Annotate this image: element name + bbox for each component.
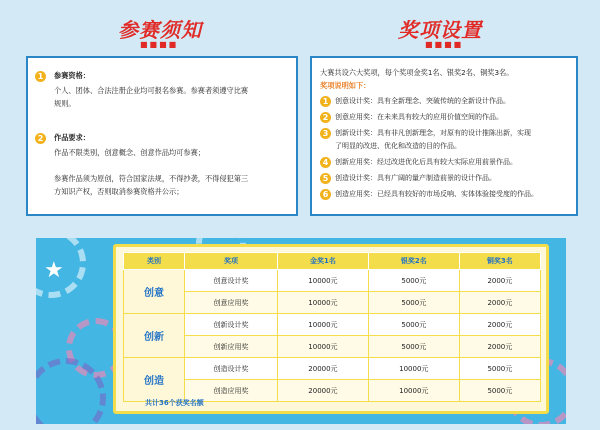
left-title: 参赛须知 [118, 18, 202, 42]
awards-panel [310, 56, 578, 216]
award-cell: 创意应用奖 [185, 292, 278, 314]
award-cell: 创造设计奖 [185, 358, 278, 380]
award-cell: 创意设计奖 [185, 270, 278, 292]
award-item [320, 172, 496, 184]
left-title-dots: ■■■■ [140, 40, 179, 49]
star-icon: ★ [44, 258, 64, 283]
bronze-cell: 2000元 [459, 314, 540, 336]
award-item-text: 创意设计奖：具有全新理念、突破传统的全新设计作品。 [335, 97, 510, 105]
category-cell: 创意 [124, 270, 185, 314]
number-badge: 2 [320, 112, 331, 123]
silver-cell: 5000元 [368, 314, 459, 336]
silver-cell: 10000元 [368, 380, 459, 402]
number-badge: 4 [320, 157, 331, 168]
number-badge: 6 [320, 189, 331, 200]
silver-cell: 5000元 [368, 270, 459, 292]
entry-rules-panel [26, 56, 298, 216]
award-item [320, 156, 517, 168]
gold-cell: 10000元 [278, 314, 369, 336]
eligibility-line-1: 个人、团体、合法注册企业均可报名参赛。参赛者须遵守比赛 [54, 86, 249, 95]
number-badge: 1 [35, 71, 46, 82]
gold-cell: 10000元 [278, 292, 369, 314]
award-item [320, 111, 503, 123]
header-bronze: 铜奖3名 [459, 253, 540, 270]
prize-table [123, 252, 541, 402]
award-cell: 创新设计奖 [185, 314, 278, 336]
award-item-text: 创新应用奖：经过改进优化后具有较大实际应用前景作品。 [335, 158, 517, 166]
gold-cell: 20000元 [278, 380, 369, 402]
table-row [124, 314, 541, 336]
bronze-cell: 5000元 [459, 358, 540, 380]
header-award: 奖项 [185, 253, 278, 270]
header-gold: 金奖1名 [278, 253, 369, 270]
requirements-heading: 作品要求： [54, 133, 90, 142]
number-badge: 2 [35, 133, 46, 144]
silver-cell: 10000元 [368, 358, 459, 380]
award-cell: 创新应用奖 [185, 336, 278, 358]
table-row [124, 336, 541, 358]
eligibility-heading: 参赛资格： [54, 71, 90, 80]
number-badge: 5 [320, 173, 331, 184]
table-row [124, 292, 541, 314]
bronze-cell: 2000元 [459, 336, 540, 358]
bronze-cell: 2000元 [459, 292, 540, 314]
awards-intro: 大赛共设六大奖项，每个奖项金奖1名、银奖2名、铜奖3名。 [320, 68, 514, 77]
award-item-text: 创意应用奖：在未来具有较大的应用价值空间的作品。 [335, 113, 503, 121]
awards-subheading: 奖项说明如下： [320, 81, 371, 90]
right-title-dots: ■■■■ [425, 40, 464, 49]
silver-cell: 5000元 [368, 292, 459, 314]
bronze-cell: 5000元 [459, 380, 540, 402]
number-badge: 3 [320, 128, 331, 139]
award-item-text: 创造应用奖：已经具有较好的市场反响、实体体验接受度的作品。 [335, 190, 538, 198]
award-item-continuation: 了明显的改进、优化和改造的目的作品。 [335, 142, 461, 150]
eligibility-line-2: 规则。 [54, 99, 76, 108]
award-cell: 创造应用奖 [185, 380, 278, 402]
requirements-line-4: 方知识产权，否则取消参赛资格并公示； [54, 187, 184, 196]
prize-table-card [113, 244, 549, 414]
requirements-line-1: 作品不限类别，创意概念、创意作品均可参赛； [54, 148, 205, 157]
gold-cell: 20000元 [278, 358, 369, 380]
award-item-text: 创造设计奖：具有广阔的量产制造前景的设计作品。 [335, 174, 496, 182]
header-category: 类别 [124, 253, 185, 270]
table-footer-total: 共计36个获奖名额 [145, 399, 204, 407]
requirements-line-3: 参赛作品须为原创，符合国家法规，不得抄袭，不得侵犯第三 [54, 174, 249, 183]
category-cell: 创造 [124, 358, 185, 402]
number-badge: 1 [320, 96, 331, 107]
category-cell: 创新 [124, 314, 185, 358]
table-row [124, 270, 541, 292]
silver-cell: 5000元 [368, 336, 459, 358]
award-item [320, 95, 510, 107]
header-silver: 银奖2名 [368, 253, 459, 270]
bronze-cell: 2000元 [459, 270, 540, 292]
gold-cell: 10000元 [278, 270, 369, 292]
award-item-text: 创新设计奖：具有非凡创新理念，对原有的设计推陈出新，实现 [335, 129, 531, 137]
award-item [320, 188, 538, 200]
right-title: 奖项设置 [398, 18, 482, 42]
award-item [320, 127, 531, 139]
table-row [124, 358, 541, 380]
gold-cell: 10000元 [278, 336, 369, 358]
